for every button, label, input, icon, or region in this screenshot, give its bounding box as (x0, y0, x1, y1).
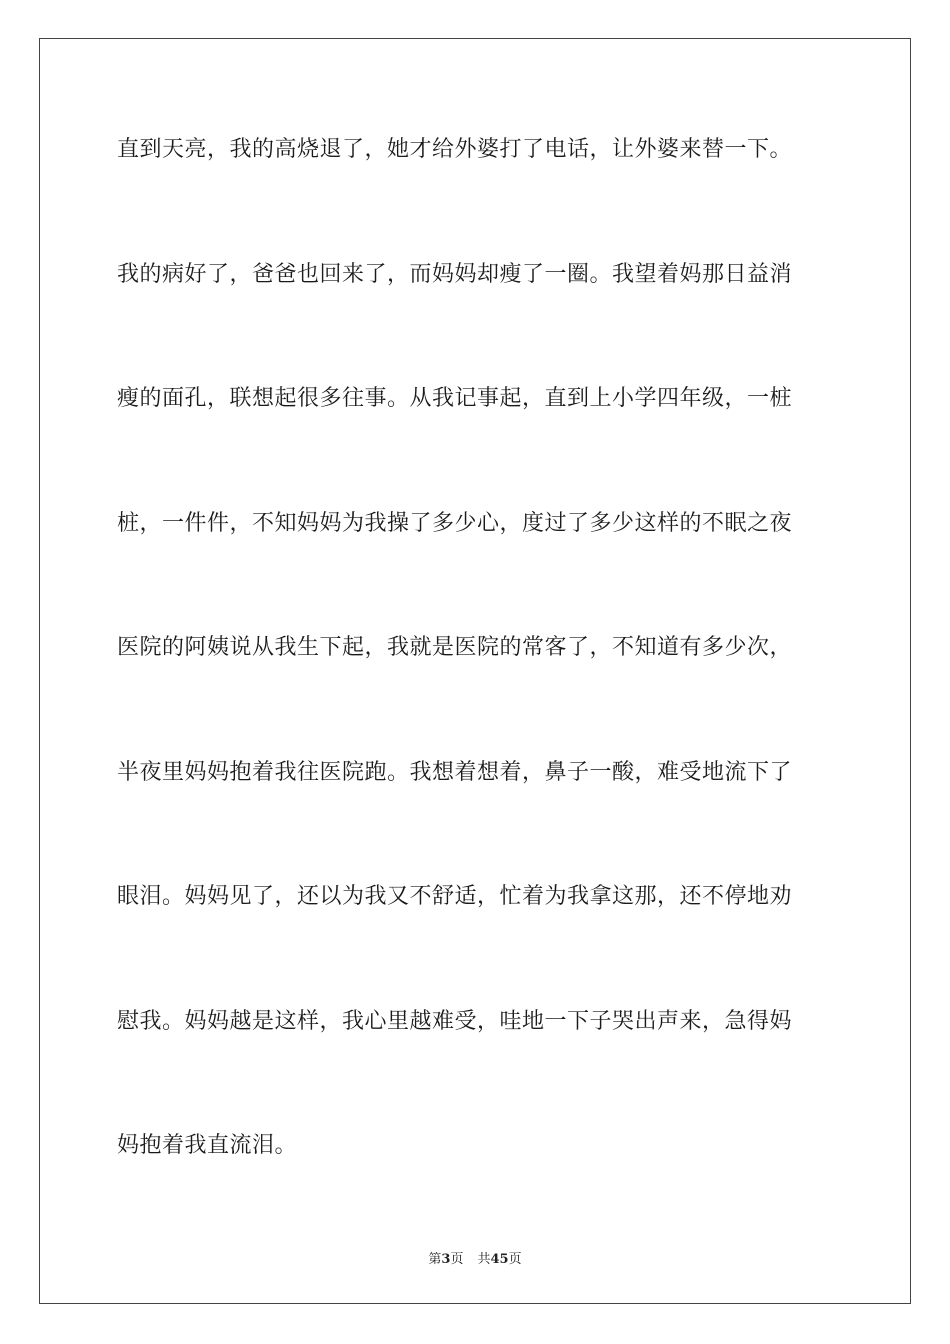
text-line: 瘦的面孔，联想起很多往事。从我记事起，直到上小学四年级，一桩 (117, 386, 793, 411)
text-line: 慰我。妈妈越是这样，我心里越难受，哇地一下子哭出声来，急得妈 (117, 1008, 793, 1034)
text-line: 半夜里妈妈抱着我往医院跑。我想着想着，鼻子一酸，难受地流下了 (117, 759, 793, 785)
text-line: 眼泪。妈妈见了，还以为我又不舒适，忙着为我拿这那，还不停地劝 (117, 884, 793, 909)
total-suffix: 页 (508, 1252, 522, 1267)
text-line: 我的病好了，爸爸也回来了，而妈妈却瘦了一圈。我望着妈那日益消 (117, 261, 793, 287)
text-line: 医院的阿姨说从我生下起，我就是医院的常客了，不知道有多少次， (117, 635, 793, 660)
text-line: 直到天亮，我的高烧退了，她才给外婆打了电话，让外婆来替一下。 (117, 137, 793, 162)
text-line: 桩，一件件，不知妈妈为我操了多少心，度过了多少这样的不眠之夜 (117, 510, 793, 536)
text-line: 妈抱着我直流泪。 (117, 1133, 298, 1158)
document-body (117, 126, 837, 1247)
total-pages: 45 (490, 1252, 509, 1267)
page-number: 3 (441, 1252, 451, 1267)
total-prefix: 共 (477, 1252, 491, 1267)
page-footer (0, 1248, 950, 1267)
page-suffix: 页 (450, 1252, 464, 1267)
page-prefix: 第 (428, 1252, 442, 1267)
